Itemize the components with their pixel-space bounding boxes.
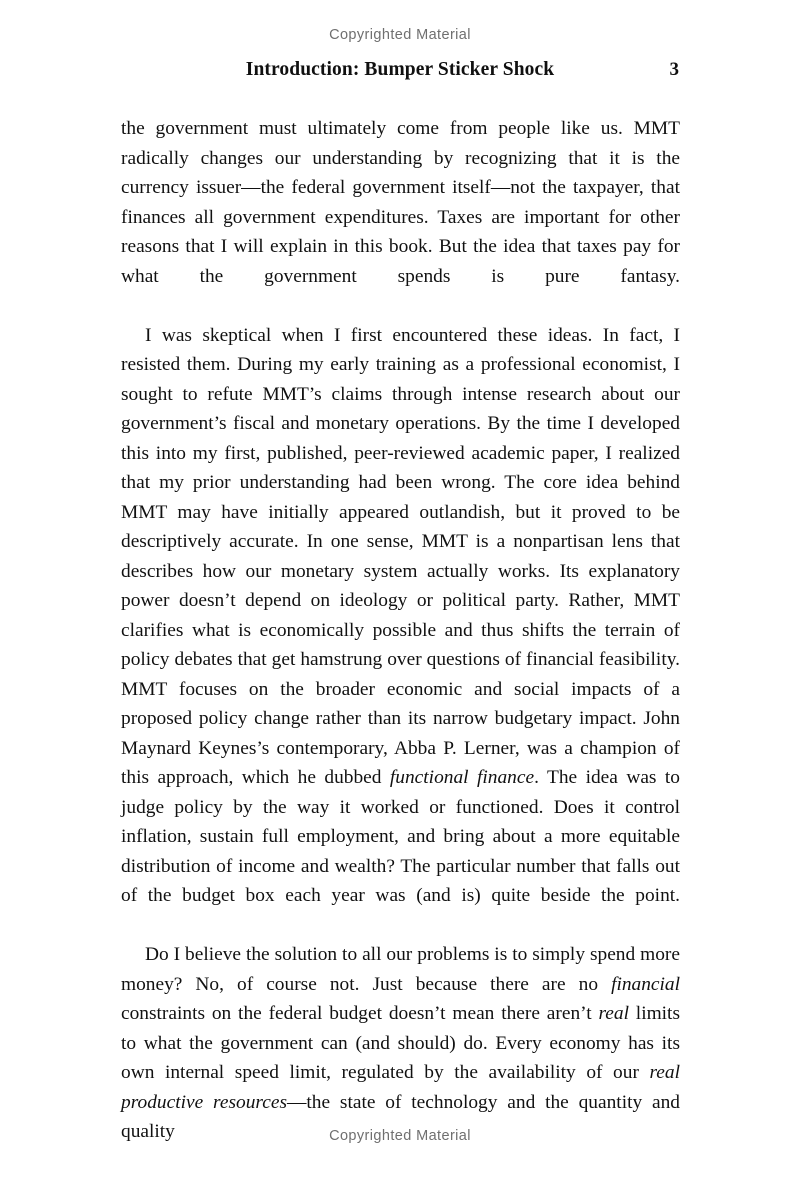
text-run: limits to what the government can (and should) do. Every economy has its own internal speed limit, regulated by the availability of our xyxy=(121,1003,680,1083)
emphasized-term: real xyxy=(598,1003,629,1024)
running-head xyxy=(121,59,679,85)
text-run: —the state of technology and the quantity and quality xyxy=(121,1091,680,1142)
body-text xyxy=(121,114,680,1176)
copyright-watermark-bottom: Copyrighted Material xyxy=(329,1128,471,1144)
copyright-watermark-top: Copyrighted Material xyxy=(329,27,471,43)
text-run: constraints on the federal budget doesn’t mean there aren’t xyxy=(121,1003,599,1024)
paragraph-1 xyxy=(121,114,680,321)
text-run: Do I believe the solution to all our problems is to simply spend more money? No, of course not. Just because there are no xyxy=(121,944,680,995)
emphasized-term: financial xyxy=(611,973,680,995)
page-number: 3 xyxy=(669,59,679,80)
emphasized-term: functional finance xyxy=(389,767,535,788)
paragraph-2 xyxy=(121,321,680,941)
running-head-title: Introduction: Bumper Sticker Shock xyxy=(245,59,555,80)
text-run: . The idea was to judge policy by the way it worked or functioned. Does it control inflation, sustain full employment, and bring about a more equitable distribution of income and wealth? The particular number that falls out of the budget box each year was (and is) quite beside the point. xyxy=(121,767,680,906)
text-run: the government must ultimately come from people like us. MMT radically changes our understanding by recognizing that it is the currency issuer—the federal government itself—not the taxpayer, that finances all government expenditures. Taxes are important for other reasons that I will explain in this book. But the idea that taxes pay for what the government spends is pure fantasy. xyxy=(121,118,680,287)
text-run: I was skeptical when I first encountered these ideas. In fact, I resisted them. During my early training as a professional economist, I sought to refute MMT’s claims through intense research about our government’s fiscal and monetary operations. By the time I developed this into my first, published, peer-reviewed academic paper, I realized that my prior understanding had been wrong. The core idea behind MMT may have initially appeared outlandish, but it proved to be descriptively accurate. In one sense, MMT is a nonpartisan lens that describes how our monetary system actually works. Its explanatory power doesn’t depend on ideology or political party. Rather, MMT clarifies what is economically possible and thus shifts the terrain of policy debates that get hamstrung over questions of financial feasibility. MMT focuses on the broader economic and social impacts of a proposed policy change rather than its narrow budgetary impact. John Maynard Keynes’s contemporary, Abba P. Lerner, was a champion of this approach, which he dubbed xyxy=(121,324,680,788)
emphasized-term: real productive resources xyxy=(121,1062,680,1113)
